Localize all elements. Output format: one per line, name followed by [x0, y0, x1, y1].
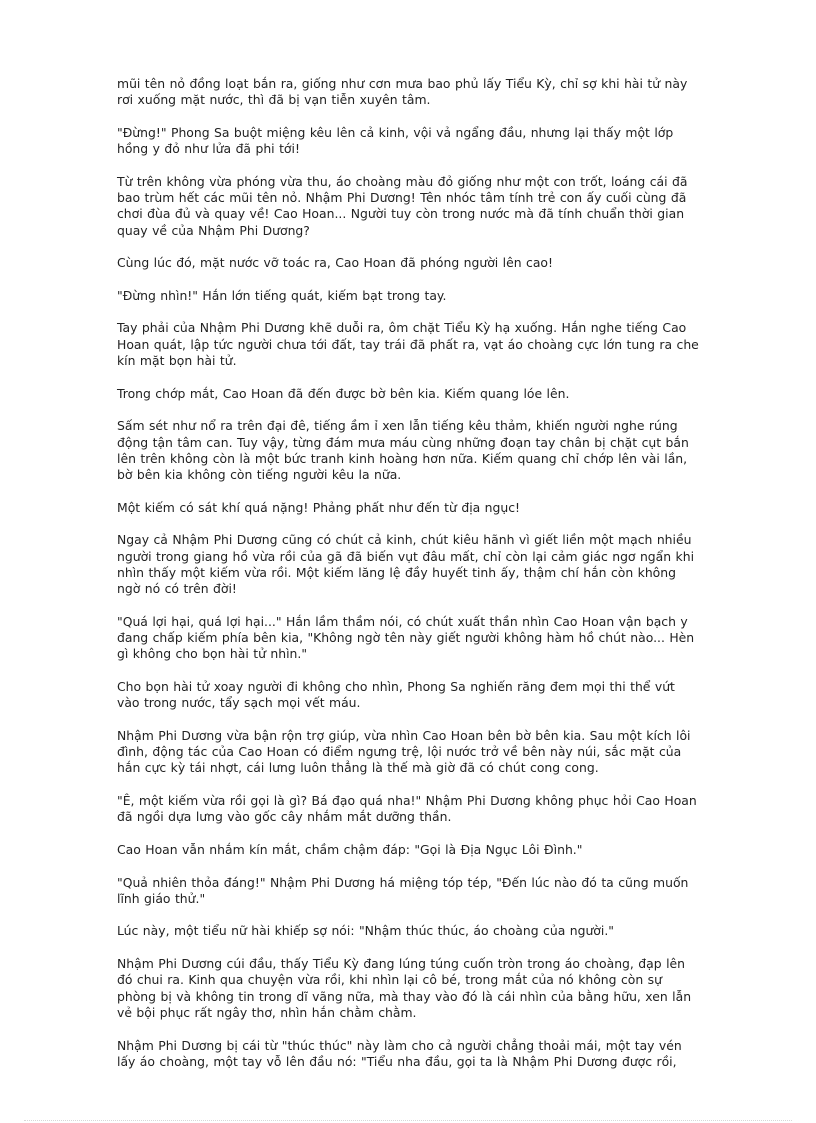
paragraph: Cùng lúc đó, mặt nước vỡ toác ra, Cao Hoan đã phóng người lên cao! [117, 255, 553, 271]
paragraph: Cho bọn hài tử xoay người đi không cho nhìn, Phong Sa nghiến răng đem mọi thi thể vứt vào trong nước, tẩy sạch mọi vết máu. [117, 678, 675, 711]
document-body [117, 76, 759, 1086]
paragraph: Từ trên không vừa phóng vừa thu, áo choàng màu đỏ giống như một con trốt, loáng cái đã bao trùm hết các mũi tên nỏ. Nhậm Phi Dương! Tên nhóc tâm tính trẻ con ấy cuối cùng đã chơi đùa đủ và quay về! Cao Hoan... Người tuy còn trong nước mà đã tính chuẩn thời gian quay về của Nhậm Phi Dương? [117, 173, 688, 238]
paragraph: Sấm sét như nổ ra trên đại đê, tiếng ầm ỉ xen lẫn tiếng kêu thảm, khiến người nghe rúng động tận tâm can. Tuy vậy, từng đám mưa máu cùng những đoạn tay chân bị chặt cụt bắn lên trên không còn là một bức tranh kinh hoàng hơn nữa. Kiếm quang chỉ chớp lên vài lần, bờ bên kia không còn tiếng người kêu la nữa. [117, 418, 689, 483]
paragraph: "Đừng nhìn!" Hắn lớn tiếng quát, kiếm bạt trong tay. [117, 287, 447, 303]
page-bottom-divider [24, 1120, 792, 1121]
paragraph: Cao Hoan vẫn nhắm kín mắt, chầm chậm đáp: "Gọi là Địa Ngục Lôi Đình." [117, 841, 583, 857]
paragraph: "Quá lợi hại, quá lợi hại..." Hắn lầm thầm nói, có chút xuất thần nhìn Cao Hoan vận bạch y đang chấp kiếm phía bên kia, "Không ngờ tên này giết người không hàm hồ chút nào... Hèn gì không cho bọn hài tử nhìn." [117, 613, 695, 662]
paragraph: Tay phải của Nhậm Phi Dương khẽ duỗi ra, ôm chặt Tiểu Kỳ hạ xuống. Hắn nghe tiếng Cao Hoan quát, lập tức người chưa tới đất, tay trái đã phất ra, vạt áo choàng cực lớn tung ra che kín mặt bọn hài tử. [117, 320, 699, 369]
paragraph: mũi tên nỏ đồng loạt bắn ra, giống như cơn mưa bao phủ lấy Tiểu Kỳ, chỉ sợ khi hài tử này rơi xuống mặt nước, thì đã bị vạn tiễn xuyên tâm. [117, 76, 688, 108]
paragraph: Trong chớp mắt, Cao Hoan đã đến được bờ bên kia. Kiếm quang lóe lên. [117, 385, 570, 401]
paragraph: Lúc này, một tiểu nữ hài khiếp sợ nói: "Nhậm thúc thúc, áo choàng của người." [117, 923, 614, 939]
paragraph: "Đừng!" Phong Sa buột miệng kêu lên cả kinh, vội vả ngẩng đầu, nhưng lại thấy một lớp hồng y đỏ như lửa đã phi tới! [117, 124, 674, 157]
paragraph: Nhậm Phi Dương cúi đầu, thấy Tiểu Kỳ đang lúng túng cuốn tròn trong áo choàng, đạp lên đó chui ra. Kinh qua chuyện vừa rồi, khi nhìn lại cô bé, trong mắt của nó không còn sự phòng bị và không tin trong dĩ vãng nữa, mà thay vào đó là cái nhìn của bằng hữu, xen lẫn vẻ bội phục rất ngây thơ, nhìn hắn chằm chằm. [117, 956, 692, 1020]
paragraph: Một kiếm có sát khí quá nặng! Phảng phất như đến từ địa ngục! [117, 499, 521, 515]
paragraph: "Ê, một kiếm vừa rồi gọi là gì? Bá đạo quá nha!" Nhậm Phi Dương không phục hỏi Cao Hoan đã ngồi dựa lưng vào gốc cây nhắm mắt dưỡng thần. [117, 793, 697, 825]
paragraph: Ngay cả Nhậm Phi Dương cũng có chút cả kinh, chút kiêu hãnh vì giết liền một mạch nhiều người trong giang hồ vừa rồi của gã đã biến vụt đâu mất, chỉ còn lại cảm giác ngơ ngẩn khi nhìn thấy một kiếm vừa rồi. Một kiếm lăng lệ đầy huyết tinh ấy, thậm chí hắn còn không ngờ nó có trên đời! [117, 532, 695, 597]
paragraph: "Quả nhiên thỏa đáng!" Nhậm Phi Dương há miệng tóp tép, "Đến lúc nào đó ta cũng muốn lĩnh giáo thử." [117, 874, 689, 906]
paragraph: Nhậm Phi Dương vừa bận rộn trợ giúp, vừa nhìn Cao Hoan bên bờ bên kia. Sau một kích lôi đình, động tác của Cao Hoan có điểm ngưng trệ, lội nước trở về bên này núi, sắc mặt của hắn cực kỳ tái nhợt, cái lưng luôn thẳng là thế mà giờ đã có chút cong cong. [117, 727, 691, 776]
paragraph: Nhậm Phi Dương bị cái từ "thúc thúc" này làm cho cả người chẳng thoải mái, một tay vén lấy áo choàng, một tay vỗ lên đầu nó: "Tiểu nha đầu, gọi ta là Nhậm Phi Dương được rồi, [117, 1037, 682, 1069]
